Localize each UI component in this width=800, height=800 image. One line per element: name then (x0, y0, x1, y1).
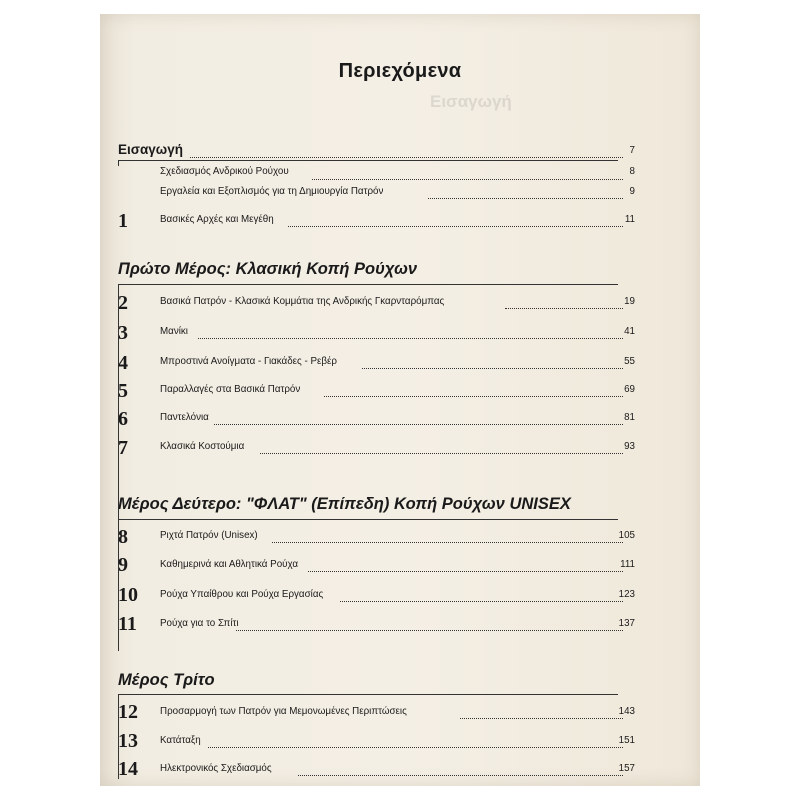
leader (198, 338, 623, 339)
chapter-title: Καθημερινά και Αθλητικά Ρούχα (160, 559, 299, 570)
part-3-title: Μέρος Τρίτο (118, 671, 215, 689)
chapter-number: 12 (118, 701, 138, 723)
part-rule (118, 284, 618, 285)
intro-title: Εισαγωγή (118, 142, 183, 157)
part-rule (118, 519, 618, 520)
chapter-number: 13 (118, 730, 138, 752)
intro-sub-1-page: 8 (629, 166, 635, 177)
chapter-title: Παραλλαγές στα Βασικά Πατρόν (160, 384, 301, 395)
book-page (100, 14, 700, 786)
leader (428, 198, 623, 199)
chapter-page: 137 (618, 618, 635, 629)
intro-sub-2-page: 9 (629, 186, 635, 197)
leader (312, 179, 623, 180)
chapter-number: 10 (118, 584, 138, 606)
leader (298, 775, 623, 776)
chapter-page: 69 (624, 384, 635, 395)
chapter-title: Ρούχα για το Σπίτι (160, 618, 239, 629)
leader (340, 601, 623, 602)
chapter-number: 6 (118, 408, 128, 430)
chapter-title: Βασικές Αρχές και Μεγέθη (160, 214, 274, 225)
chapter-page: 143 (618, 706, 635, 717)
chapter-page: 93 (624, 441, 635, 452)
chapter-number: 2 (118, 292, 128, 314)
chapter-title: Ηλεκτρονικός Σχεδιασμός (160, 763, 272, 774)
chapter-page: 123 (618, 589, 635, 600)
chapter-title: Ρούχα Υπαίθρου και Ρούχα Εργασίας (160, 589, 324, 600)
chapter-title: Παντελόνια (160, 412, 209, 423)
leader (272, 542, 623, 543)
chapter-page: 111 (620, 559, 635, 570)
intro-sub-1-title: Σχεδιασμός Ανδρικού Ρούχου (160, 166, 289, 177)
leader (208, 747, 623, 748)
leader (288, 226, 623, 227)
leader (214, 424, 623, 425)
chapter-number: 9 (118, 554, 128, 576)
chapter-number: 8 (118, 526, 128, 548)
chapter-title: Κατάταξη (160, 735, 201, 746)
chapter-title: Μπροστινά Ανοίγματα - Γιακάδες - Ρεβέρ (160, 356, 337, 367)
chapter-page: 105 (618, 530, 635, 541)
leader (505, 308, 623, 309)
intro-rule (118, 160, 618, 161)
chapter-title: Βασικά Πατρόν - Κλασικά Κομμάτια της Ανδρικής Γκαρνταρόμπας (160, 296, 445, 307)
part-rule (118, 694, 618, 695)
chapter-number: 1 (118, 210, 128, 232)
leader (460, 718, 623, 719)
leader (190, 157, 623, 158)
part-1-title: Πρώτο Μέρος: Κλασική Κοπή Ρούχων (118, 260, 418, 278)
chapter-page: 55 (624, 356, 635, 367)
intro-sub-2-title: Εργαλεία και Εξοπλισμός για τη Δημιουργία Πατρόν (160, 186, 384, 197)
chapter-title: Μανίκι (160, 326, 188, 337)
leader (324, 396, 623, 397)
chapter-title: Ριχτά Πατρόν (Unisex) (160, 530, 258, 541)
chapter-page: 11 (624, 214, 635, 225)
intro-page: 7 (629, 145, 635, 156)
leader (236, 630, 623, 631)
leader (308, 571, 623, 572)
chapter-number: 3 (118, 322, 128, 344)
bleed-through-text: Εισαγωγή (430, 92, 512, 111)
chapter-page: 157 (618, 763, 635, 774)
chapter-page: 19 (624, 296, 635, 307)
chapter-page: 81 (624, 412, 635, 423)
page-title: Περιεχόμενα (338, 60, 462, 82)
chapter-title: Κλασικά Κοστούμια (160, 441, 245, 452)
leader (362, 368, 623, 369)
chapter-number: 5 (118, 380, 128, 402)
chapter-number: 4 (118, 352, 128, 374)
chapter-title: Προσαρμογή των Πατρόν για Μεμονωμένες Περιπτώσεις (160, 706, 407, 717)
chapter-page: 151 (618, 735, 635, 746)
part-2-title: Μέρος Δεύτερο: "ΦΛΑΤ" (Επίπεδη) Κοπή Ρούχων UNISEX (118, 495, 571, 513)
chapter-number: 11 (118, 613, 137, 635)
chapter-page: 41 (624, 326, 635, 337)
chapter-number: 14 (118, 758, 138, 780)
leader (260, 453, 623, 454)
chapter-number: 7 (118, 437, 128, 459)
